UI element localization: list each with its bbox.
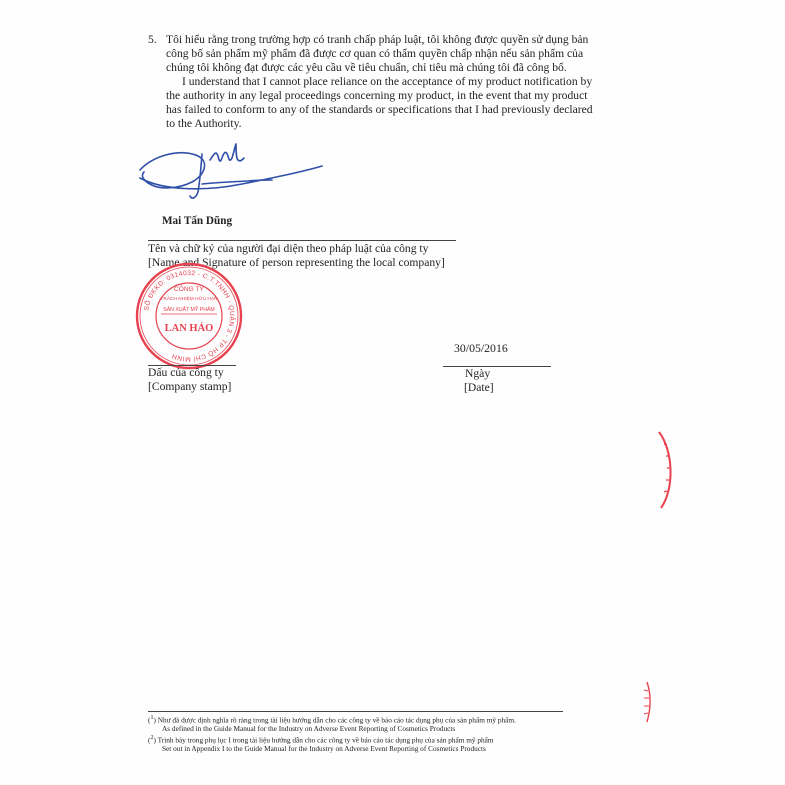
stamp-line-1: CÔNG TY: [174, 286, 204, 293]
clause-en-line-1: I understand that I cannot place reliance on the acceptance of my product notification by: [182, 75, 593, 88]
footnote-2-vi: ($^2$) Trình bày trong phụ lục I trong tài liệu hướng dẫn cho các công ty về báo cáo tác dụng phụ của sản phẩm mỹ phẩm: [148, 735, 494, 745]
clause-vi-line-3: chúng tôi không đạt được các yêu cầu về tiêu chuẩn, chỉ tiêu mà chúng tôi đã công bố.: [166, 61, 567, 74]
company-stamp-label-vi: Dấu của công ty: [148, 366, 224, 379]
edge-seal-fragment-top: [655, 430, 675, 510]
stamp-line-3: SẢN XUẤT MỸ PHẨM: [163, 307, 215, 313]
handwritten-signature: [132, 142, 332, 212]
clause-vi-line-1: Tôi hiểu rằng trong trường hợp có tranh chấp pháp luật, tôi không được quyền sử dụng bản: [166, 33, 589, 46]
edge-seal-fragment-bottom: [641, 680, 655, 724]
clause-en-line-4: to the Authority.: [166, 117, 242, 130]
stamp-line-4: LAN HẢO: [164, 323, 214, 334]
footnote-1-en: As defined in the Guide Manual for the Industry on Adverse Event Reporting of Cosmetics Products: [162, 724, 456, 733]
signature-line: [148, 240, 456, 241]
signatory-label-en: [Name and Signature of person representing the local company]: [148, 256, 445, 269]
footnote-1-vi: ($^1$) Như đã được định nghĩa rõ ràng trong tài liệu hướng dẫn cho các công ty về báo cáo tác dụng phụ của sản phẩm mỹ phẩm.: [148, 715, 516, 725]
footnote-2-en: Set out in Appendix I to the Guide Manual for the Industry on Adverse Event Reporting of Cosmetics Products: [162, 744, 486, 753]
date-label-en: [Date]: [464, 381, 494, 394]
clause-number: 5.: [148, 33, 157, 46]
clause-vi-line-2: công bố sản phẩm mỹ phẩm đã được cơ quan có thẩm quyền chấp nhận nếu sản phẩm của: [166, 47, 584, 60]
date-line: [443, 366, 551, 367]
clause-en-line-3: has failed to conform to any of the standards or specifications that I had previously declared: [166, 103, 593, 116]
company-stamp-label-en: [Company stamp]: [148, 380, 232, 393]
signatory-label-vi: Tên và chữ ký của người đại diện theo pháp luật của công ty: [148, 242, 429, 255]
date-value: 30/05/2016: [454, 341, 508, 355]
footnote-separator: [148, 711, 563, 712]
stamp-line-2: TRÁCH NHIỆM HỮU HẠN: [160, 297, 218, 302]
stamp-ring-text: SỐ ĐKKD: 0314032 - C.T.TNHH - QUẬN 3 - TP HỒ CHÍ MINH: [143, 269, 236, 363]
company-seal-stamp: [134, 261, 244, 371]
signatory-name: Mai Tấn Dũng: [162, 215, 233, 227]
clause-en-line-2: the authority in any legal proceedings concerning my product, in the event that my product: [166, 89, 588, 102]
date-label-vi: Ngày: [465, 367, 491, 380]
